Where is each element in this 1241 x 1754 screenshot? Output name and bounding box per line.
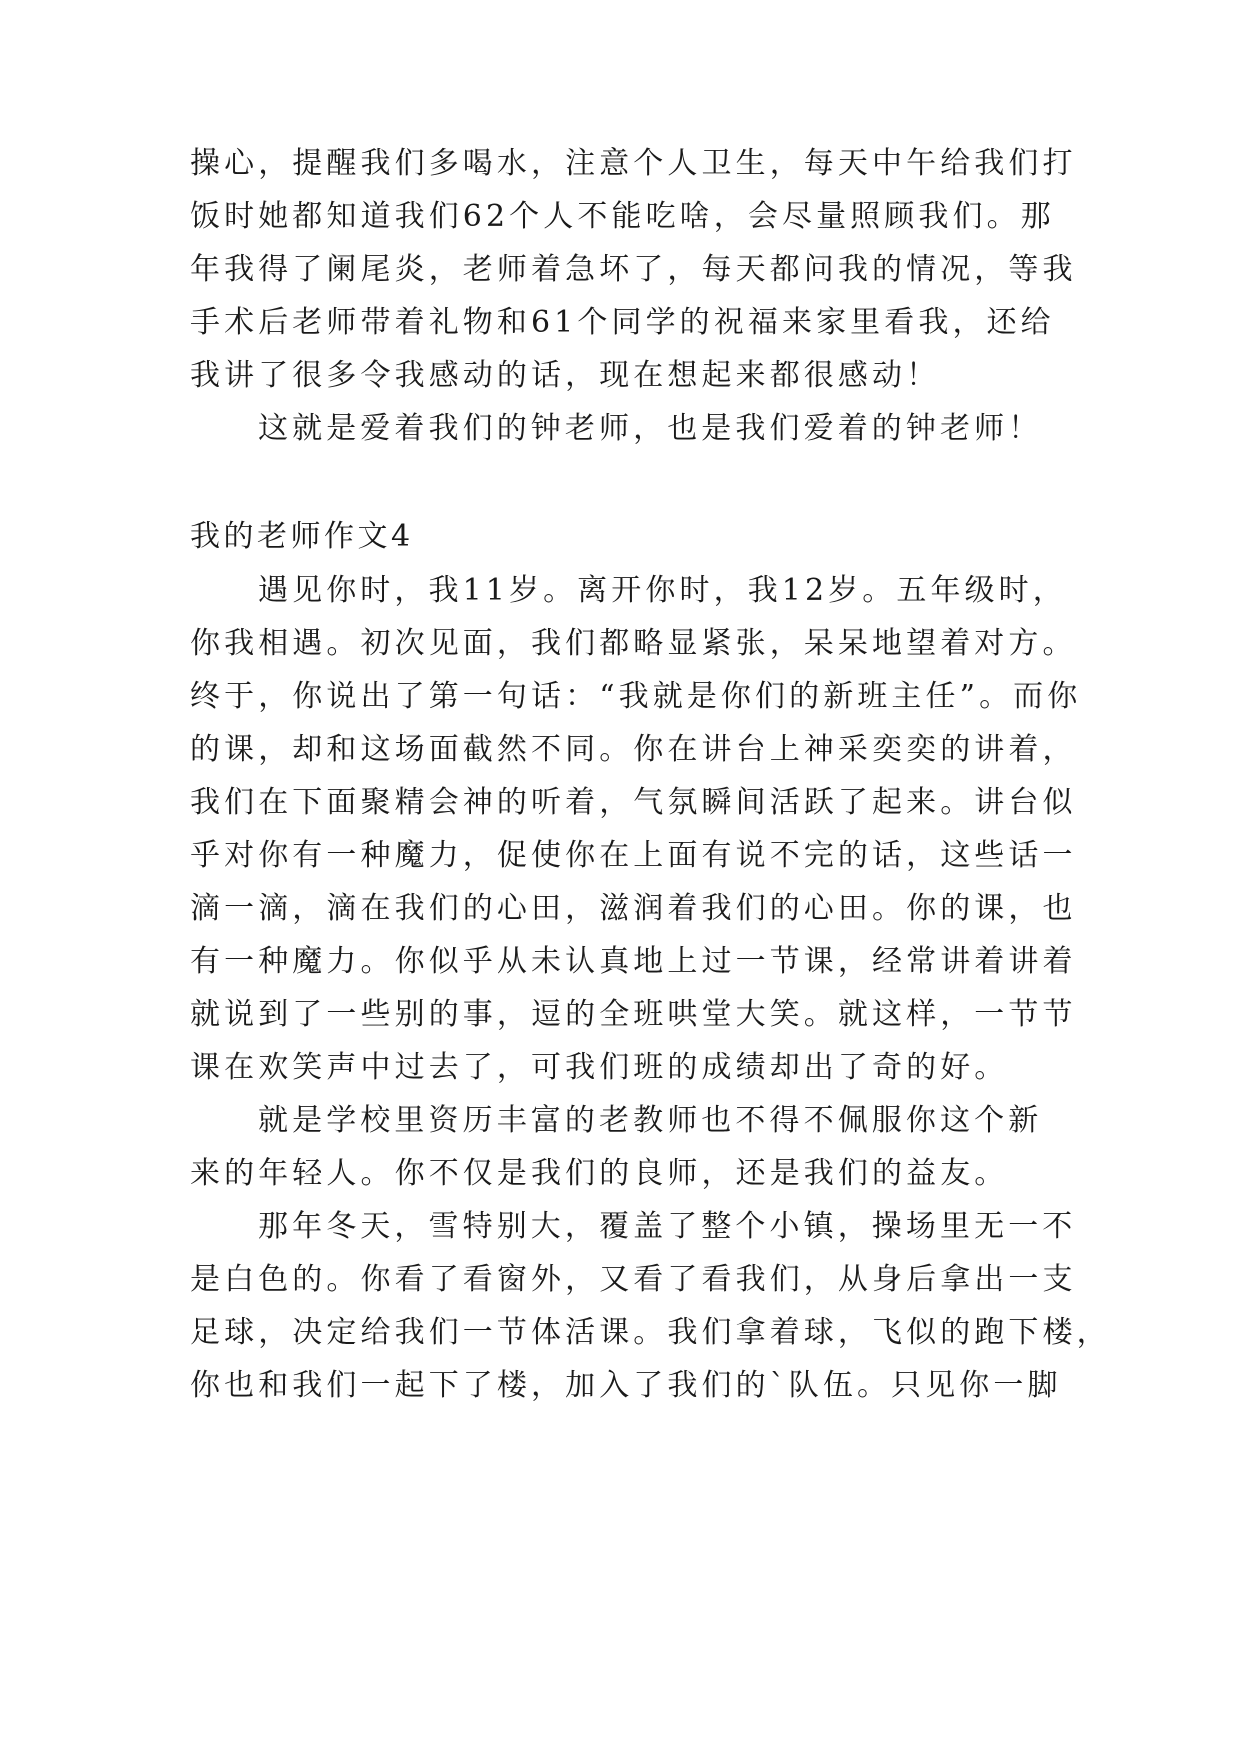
text-line: 我们在下面聚精会神的听着，气氛瞬间活跃了起来。讲台似 [190, 785, 1077, 820]
text-line: 终于，你说出了第一句话：“我就是你们的新班主任”。而你 [190, 679, 1082, 714]
text-line: 就是学校里资历丰富的老教师也不得不佩服你这个新 [258, 1103, 1043, 1138]
text-line: 滴一滴，滴在我们的心田，滋润着我们的心田。你的课，也 [190, 891, 1077, 926]
text-line: 遇见你时，我11岁。离开你时，我12岁。五年级时， [258, 573, 1067, 608]
text-line: 就说到了一些别的事，逗的全班哄堂大笑。就这样，一节节 [190, 997, 1077, 1032]
text-line: 我讲了很多令我感动的话，现在想起来都很感动！ [190, 358, 941, 393]
text-line: 课在欢笑声中过去了，可我们班的成绩却出了奇的好。 [190, 1050, 1009, 1085]
text-line: 你也和我们一起下了楼，加入了我们的`队伍。只见你一脚 [190, 1368, 1062, 1403]
text-line: 是白色的。你看了看窗外，又看了看我们，从身后拿出一支 [190, 1262, 1077, 1297]
text-line: 有一种魔力。你似乎从未认真地上过一节课，经常讲着讲着 [190, 944, 1077, 979]
text-line: 那年冬天，雪特别大，覆盖了整个小镇，操场里无一不 [258, 1209, 1077, 1244]
text-line: 的课，却和这场面截然不同。你在讲台上神采奕奕的讲着， [190, 732, 1077, 767]
text-line: 年我得了阑尾炎，老师着急坏了，每天都问我的情况，等我 [190, 252, 1077, 287]
section-heading: 我的老师作文4 [190, 519, 414, 554]
text-line: 足球，决定给我们一节体活课。我们拿着球，飞似的跑下楼， [190, 1315, 1111, 1350]
text-line: 操心，提醒我们多喝水，注意个人卫生，每天中午给我们打 [190, 146, 1077, 181]
text-line: 你我相遇。初次见面，我们都略显紧张，呆呆地望着对方。 [190, 626, 1077, 661]
text-line: 乎对你有一种魔力，促使你在上面有说不完的话，这些话一 [190, 838, 1077, 873]
text-line: 手术后老师带着礼物和61个同学的祝福来家里看我，还给 [190, 305, 1055, 340]
text-line: 饭时她都知道我们62个人不能吃啥，会尽量照顾我们。那 [190, 199, 1055, 234]
text-line: 来的年轻人。你不仅是我们的良师，还是我们的益友。 [190, 1156, 1009, 1191]
text-line: 这就是爱着我们的钟老师，也是我们爱着的钟老师！ [258, 411, 1043, 446]
